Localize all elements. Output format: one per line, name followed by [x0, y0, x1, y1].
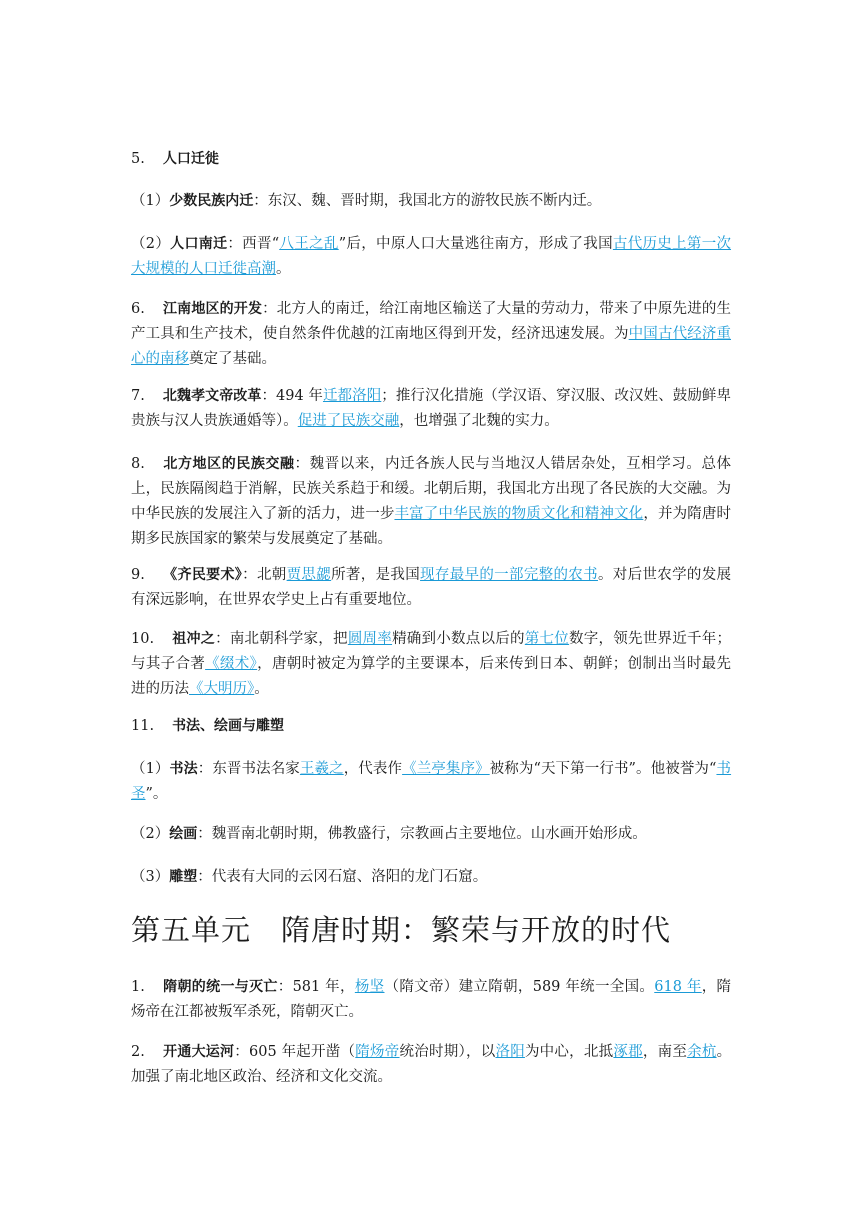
body-text: 所著，是我国 — [331, 567, 421, 583]
colon: ： — [262, 301, 277, 317]
unit5-item-2 — [131, 1040, 731, 1090]
body-text: 统治时期），以 — [399, 1044, 496, 1060]
keyword-link[interactable]: 余杭 — [687, 1044, 717, 1060]
colon: ： — [215, 631, 230, 647]
keyword-link[interactable]: 现存最早的一部完整的农书 — [420, 567, 598, 583]
body-text: 西晋“ — [242, 236, 280, 252]
colon: ： — [234, 1044, 250, 1060]
section-5-2 — [131, 232, 731, 282]
keyword-link[interactable]: 杨坚 — [354, 979, 385, 995]
body-text: 数字，领先世界近千年；与其子合著 — [131, 631, 732, 672]
item-number: 8. — [131, 456, 145, 472]
body-text: （隋文帝）建立隋朝，589 年统一全国。 — [384, 979, 655, 995]
item-number: 2. — [131, 1044, 145, 1060]
term-label: 少数民族内迁 — [169, 193, 254, 209]
item-prefix: （1） — [131, 761, 170, 777]
item-prefix: （2） — [131, 236, 171, 252]
section-5-1 — [131, 189, 731, 214]
keyword-link[interactable]: 第七位 — [524, 631, 570, 647]
body-text: 被称为“天下第一行书”。他被誉为“ — [489, 761, 717, 777]
keyword-link[interactable]: 圆周率 — [347, 631, 393, 647]
section-7 — [131, 384, 731, 434]
unit-title: 第五单元 隋唐时期：繁荣与开放的时代 — [131, 913, 672, 947]
item-prefix: （1） — [131, 193, 170, 209]
item-number: 1. — [131, 979, 145, 995]
section-title: 人口迁徙 — [162, 151, 219, 167]
colon: ： — [197, 869, 212, 885]
body-text: 494 年 — [276, 388, 323, 404]
body-text: ”后，中原人口大量逃往南方，形成了我国 — [338, 236, 613, 252]
keyword-link[interactable]: 洛阳 — [495, 1044, 525, 1060]
keyword-link[interactable]: 《兰亭集序》 — [402, 761, 490, 777]
body-text: ，隋炀帝在江都被叛军杀死，隋朝灭亡。 — [131, 979, 732, 1020]
item-number: 5. — [131, 151, 145, 167]
term-label: 祖冲之 — [172, 631, 216, 647]
body-text: ；推行汉化措施（学汉语、穿汉服、改汉姓、鼓励鲜卑贵族与汉人贵族通婚等）。 — [131, 388, 732, 429]
term-label: 开通大运河 — [162, 1044, 235, 1060]
body-text: 南北朝科学家，把 — [229, 631, 348, 647]
body-text: 魏晋南北朝时期，佛教盛行，宗教画占主要地位。山水画开始形成。 — [211, 826, 647, 842]
body-text: 605 年起开凿（ — [249, 1044, 356, 1060]
keyword-link[interactable]: 《缀术》 — [205, 656, 258, 672]
section-5-heading — [131, 147, 731, 172]
section-11-2 — [131, 822, 731, 847]
colon: ： — [242, 567, 257, 583]
keyword-link[interactable]: 八王之乱 — [279, 236, 339, 252]
item-number: 7. — [131, 388, 145, 404]
body-text: 。对后世农学的发展有深远影响，在世界农学史上占有重要地位。 — [131, 567, 732, 608]
section-title: 书法、绘画与雕塑 — [172, 718, 285, 734]
keyword-link[interactable]: 《大明历》 — [189, 681, 255, 697]
term-label: 绘画 — [169, 826, 198, 842]
colon: ： — [197, 826, 212, 842]
body-text: ，并为隋唐时期多民族国家的繁荣与发展奠定了基础。 — [131, 506, 732, 547]
item-number: 6. — [131, 301, 145, 317]
item-number: 9. — [131, 567, 145, 583]
colon: ： — [197, 761, 213, 777]
keyword-link[interactable]: 隋炀帝 — [355, 1044, 400, 1060]
term-label: 隋朝的统一与灭亡 — [162, 979, 278, 995]
body-text: ，唐朝时被定为算学的主要课本，后来传到日本、朝鲜；创制出当时最先进的历法 — [131, 656, 732, 697]
body-text: 东晋书法名家 — [212, 761, 300, 777]
keyword-link[interactable]: 书圣 — [131, 761, 732, 802]
body-text: 魏晋以来，内迁各族人民与当地汉人错居杂处，互相学习。总体上，民族隔阂趋于消解，民族关系趋于和缓。北朝后期，我国北方出现了各民族的大交融。为中华民族的发展注入了新的活力，进一步 — [131, 456, 732, 522]
colon: ： — [277, 979, 293, 995]
body-text: 奠定了基础。 — [189, 351, 276, 367]
colon: ： — [227, 236, 243, 252]
term-label: 江南地区的开发 — [162, 301, 263, 317]
item-number: 11. — [131, 718, 155, 734]
body-text: 为中心，北抵 — [524, 1044, 614, 1060]
body-text: 。 — [254, 681, 269, 697]
term-label: 北方地区的民族交融 — [162, 456, 295, 472]
colon: ： — [261, 388, 277, 404]
body-text: ，南至 — [642, 1044, 688, 1060]
body-text: ”。 — [145, 786, 168, 802]
item-prefix: （2） — [131, 826, 170, 842]
term-label: 《齐民要术》 — [162, 567, 243, 583]
unit5-item-1 — [131, 975, 731, 1025]
section-8 — [131, 452, 731, 552]
body-text: 精确到小数点以后的 — [392, 631, 525, 647]
section-10 — [131, 627, 731, 702]
term-label: 北魏孝文帝改革 — [162, 388, 262, 404]
section-11-heading — [131, 714, 731, 739]
colon: ： — [253, 193, 268, 209]
body-text: ，也增强了北魏的实力。 — [399, 413, 559, 429]
colon: ： — [294, 456, 310, 472]
keyword-link[interactable]: 618 年 — [654, 979, 702, 995]
body-text: 。 — [276, 261, 291, 277]
body-text: ，代表作 — [343, 761, 403, 777]
body-text: 代表有大同的云冈石窟、洛阳的龙门石窟。 — [211, 869, 488, 885]
keyword-link[interactable]: 贾思勰 — [286, 567, 332, 583]
keyword-link[interactable]: 迁都洛阳 — [322, 388, 382, 404]
body-text: 东汉、魏、晋时期，我国北方的游牧民族不断内迁。 — [267, 193, 602, 209]
keyword-link[interactable]: 中国古代经济重心的南移 — [131, 326, 731, 367]
keyword-link[interactable]: 丰富了中华民族的物质文化和精神文化 — [394, 506, 644, 522]
body-text: 。加强了南北地区政治、经济和文化交流。 — [131, 1044, 732, 1085]
item-prefix: （3） — [131, 869, 170, 885]
body-text: 北方人的南迁，给江南地区输送了大量的劳动力，带来了中原先进的生产工具和生产技术，使自然条件优越的江南地区得到开发，经济迅速发展。为 — [131, 301, 732, 342]
body-text: 581 年， — [292, 979, 355, 995]
term-label: 人口南迁 — [170, 236, 228, 252]
keyword-link[interactable]: 促进了民族交融 — [297, 413, 400, 429]
keyword-link[interactable]: 古代历史上第一次大规模的人口迁徙高潮 — [131, 236, 732, 277]
body-text: 北朝 — [256, 567, 287, 583]
term-label: 雕塑 — [169, 869, 198, 885]
section-11-3 — [131, 865, 731, 890]
keyword-link[interactable]: 王羲之 — [299, 761, 344, 777]
section-11-1 — [131, 757, 731, 807]
section-9 — [131, 563, 731, 613]
item-number: 10. — [131, 631, 155, 647]
keyword-link[interactable]: 涿郡 — [613, 1044, 643, 1060]
section-6 — [131, 297, 731, 372]
term-label: 书法 — [169, 761, 198, 777]
